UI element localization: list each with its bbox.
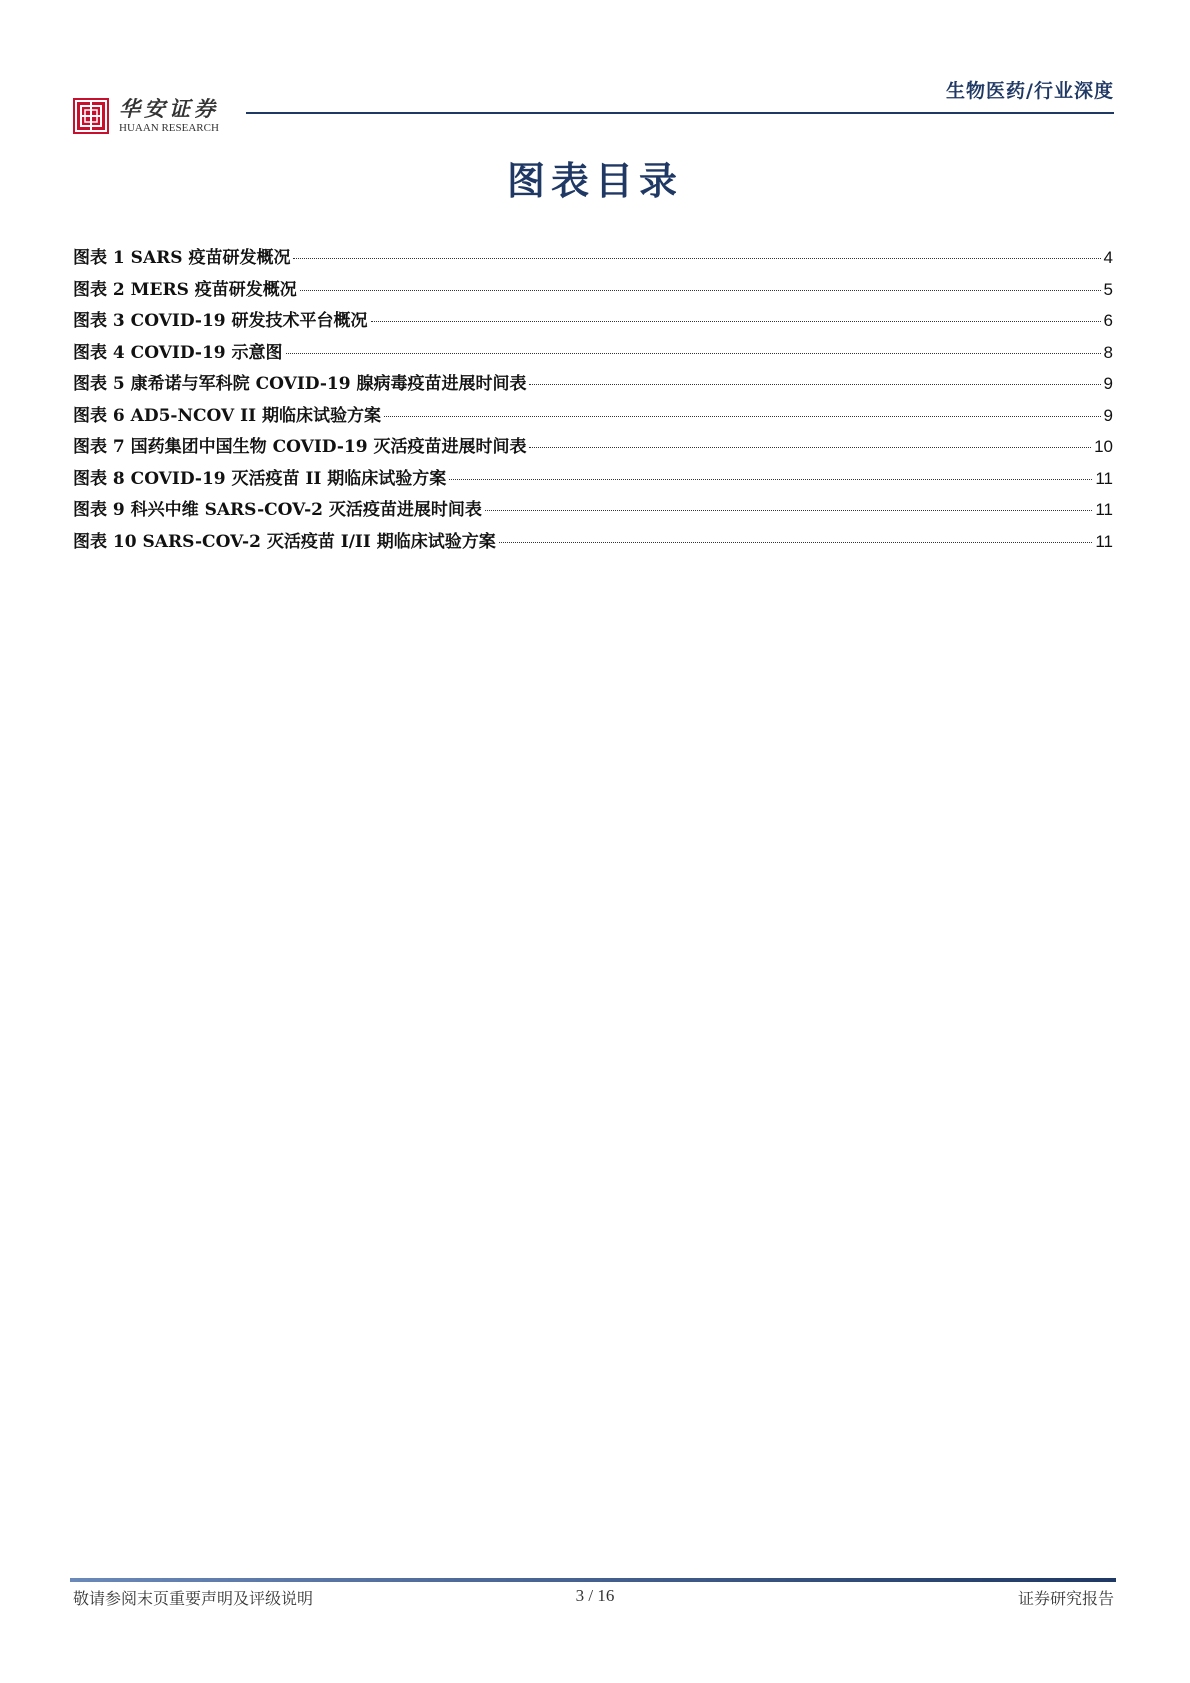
toc-leader-dots: [529, 447, 1091, 448]
toc-entry[interactable]: [73, 275, 1113, 307]
company-logo: [73, 97, 219, 135]
toc-entry[interactable]: [73, 243, 1113, 275]
page-header: [0, 0, 1190, 150]
footer-disclaimer: 敬请参阅末页重要声明及评级说明: [73, 1589, 314, 1608]
toc-list: [73, 243, 1113, 558]
header-divider: [246, 112, 1114, 114]
toc-entry[interactable]: [73, 306, 1113, 338]
toc-entry-page: 11: [1095, 531, 1113, 551]
toc-entry-page: 8: [1103, 342, 1113, 362]
toc-entry-label: 图表 1 SARS 疫苗研发概况: [73, 248, 291, 268]
page-title: 图表目录: [506, 159, 683, 203]
footer-divider: [70, 1578, 1116, 1582]
toc-entry-label: 图表 6 AD5-NCOV II 期临床试验方案: [73, 405, 381, 426]
toc-entry-label: 图表 8 COVID-19 灭活疫苗 II 期临床试验方案: [73, 468, 447, 489]
toc-leader-dots: [371, 321, 1101, 322]
toc-leader-dots: [300, 290, 1101, 291]
toc-entry[interactable]: [73, 527, 1113, 559]
toc-entry-page: 9: [1103, 405, 1113, 425]
toc-entry-page: 6: [1103, 311, 1113, 330]
report-category: 生物医药/行业深度: [946, 80, 1114, 102]
toc-leader-dots: [529, 384, 1100, 385]
page-number: 3 / 16: [575, 1586, 615, 1605]
logo-text: [119, 97, 219, 135]
toc-entry-page: 10: [1094, 437, 1113, 456]
toc-entry-page: 11: [1095, 468, 1113, 488]
toc-entry[interactable]: [73, 495, 1113, 527]
toc-entry-page: 9: [1103, 374, 1113, 393]
toc-entry-page: 5: [1103, 279, 1113, 299]
footer-report-type: 证券研究报告: [1017, 1589, 1114, 1608]
toc-entry-label: 图表 2 MERS 疫苗研发概况: [73, 279, 297, 300]
toc-leader-dots: [449, 479, 1092, 480]
toc-leader-dots: [499, 542, 1093, 543]
toc-entry-label: 图表 4 COVID-19 示意图: [73, 342, 283, 363]
toc-entry-label: 图表 3 COVID-19 研发技术平台概况: [73, 311, 368, 331]
toc-leader-dots: [286, 353, 1101, 354]
toc-entry-label: 图表 9 科兴中维 SARS-COV-2 灭活疫苗进展时间表: [73, 500, 482, 520]
logo-english: HUAAN RESEARCH: [119, 122, 219, 134]
toc-entry[interactable]: [73, 401, 1113, 433]
seal-icon: [73, 98, 109, 134]
toc-entry-page: 4: [1103, 248, 1113, 267]
toc-entry-label: 图表 7 国药集团中国生物 COVID-19 灭活疫苗进展时间表: [73, 437, 527, 457]
toc-entry[interactable]: [73, 464, 1113, 496]
logo-chinese: 华安证券: [119, 96, 219, 121]
toc-entry-page: 11: [1095, 500, 1113, 519]
toc-entry[interactable]: [73, 369, 1113, 401]
toc-entry[interactable]: [73, 338, 1113, 370]
toc-entry-label: 图表 10 SARS-COV-2 灭活疫苗 I/II 期临床试验方案: [73, 531, 496, 552]
toc-entry-label: 图表 5 康希诺与军科院 COVID-19 腺病毒疫苗进展时间表: [73, 374, 527, 394]
toc-leader-dots: [384, 416, 1101, 417]
toc-leader-dots: [293, 258, 1100, 259]
toc-leader-dots: [485, 510, 1092, 511]
toc-entry[interactable]: [73, 432, 1113, 464]
